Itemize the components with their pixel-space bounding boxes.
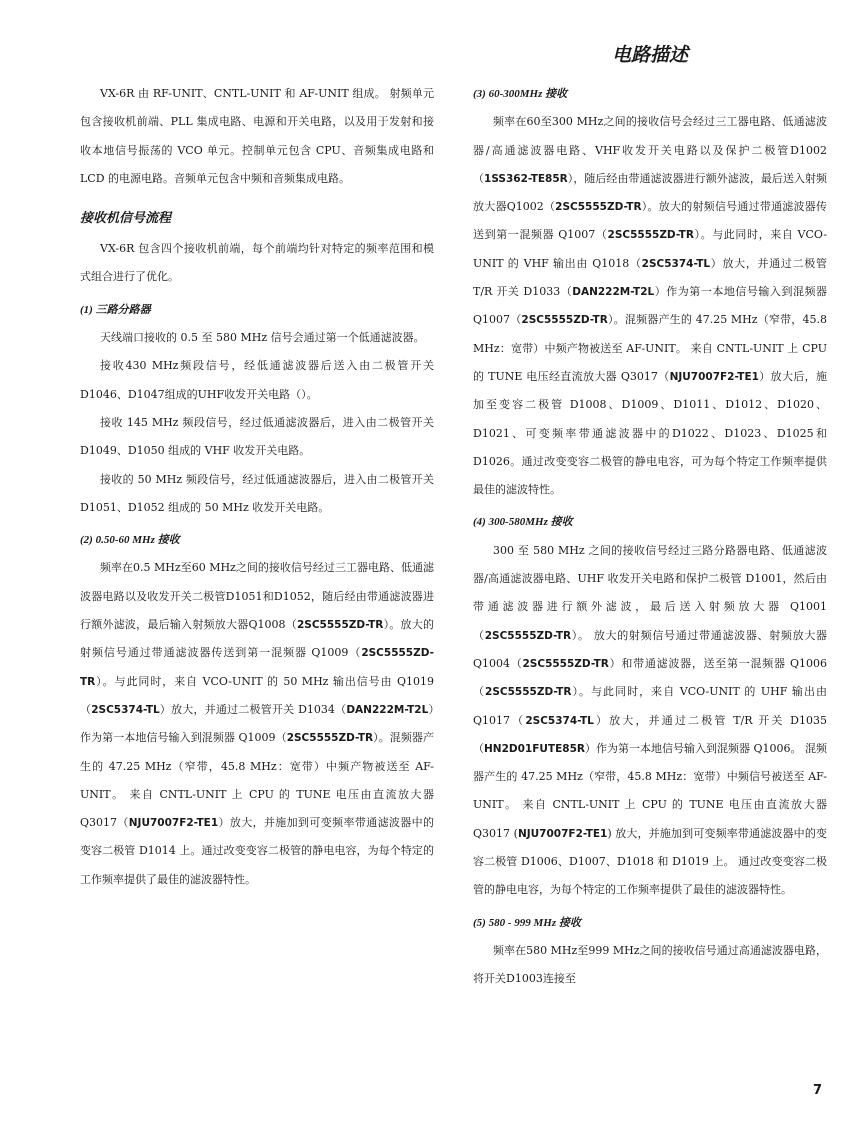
heading-paragraph: VX-6R 包含四个接收机前端，每个前端均针对特定的频率范围和模式组合进行了优化。 bbox=[80, 242, 434, 284]
s1-paragraph-1: 天线端口接收的 0.5 至 580 MHz 信号会通过第一个低通滤波器。 bbox=[100, 331, 425, 345]
text-run: ）。与此同时，来自 VCO-UNIT 的 UHF 输出由 Q1017（ bbox=[473, 685, 827, 727]
part-number: 2SC5555ZD-TR bbox=[286, 732, 374, 745]
section-heading: 接收机信号流程 bbox=[80, 211, 172, 227]
subsection-title-4: (4) 300-580MHz 接收 bbox=[473, 516, 573, 529]
text-run: 300 至 580 MHz 之间的接收信号经过三路分路器电路、低通滤波器/高通滤波器电路、UHF 收发开关电路和保护二极管 D1001，然后由带通滤波器进行额外滤波，最后送入射频放大器 Q1001（ bbox=[473, 543, 827, 642]
part-number: NJU7007F2-TE1 bbox=[517, 827, 608, 840]
text-run: ）放大，并通过二极管 T/R 开关 D1035（ bbox=[473, 713, 827, 755]
subsection-title-3: (3) 60-300MHz 接收 bbox=[473, 88, 568, 100]
text-run: ）。混频器产生的 47.25 MHz（窄带，45.8 MHz：宽带）中频产物被送至 AF-UNIT。 来自 CNTL-UNIT 上 CPU 的 TUNE 电压经直流放大器 Q3017（ bbox=[473, 313, 827, 383]
text-run: 频率在60至300 MHz之间的接收信号会经过三工器电路、低通滤波器/高通滤波器电路、VHF收发开关电路以及保护二极管D1002（ bbox=[473, 115, 827, 185]
s1-paragraph-3: 接收 145 MHz 频段信号，经过低通滤波器后，进入由二极管开关 D1049、D1050 组成的 VHF 收发开关电路。 bbox=[80, 415, 434, 458]
page-number: 7 bbox=[812, 1083, 822, 1098]
s4-paragraph bbox=[473, 537, 827, 905]
part-number: 2SC5555ZD-TR bbox=[80, 647, 434, 688]
text-run: ）。放大的射频信号通过带通滤波器传送到第一混频器 Q1009（ bbox=[80, 618, 435, 660]
text-run: ）。与此同时，来自 VCO-UNIT 的 50 MHz 输出信号由 Q1019（ bbox=[80, 674, 434, 716]
page-title: 电路描述 bbox=[611, 44, 688, 66]
part-number: 2SC5555ZD-TR bbox=[296, 619, 384, 632]
part-number: 2SC5555ZD-TR bbox=[485, 686, 572, 699]
s2-paragraph bbox=[80, 554, 434, 894]
part-number: 2SC5555ZD-TR bbox=[522, 657, 609, 670]
left-column bbox=[80, 80, 434, 894]
part-number: DAN222M-T2L bbox=[346, 703, 429, 716]
part-number: NJU7007F2-TE1 bbox=[669, 370, 759, 383]
part-number: 2SC5555ZD-TR bbox=[484, 629, 572, 642]
text-run: ) 放大，并施加到可变频率带通滤波器中的变容二极管 D1006、D1007、D1018 和 D1019 上。 通过改变变容二极管的静电电容，为每个特定的工作频率提供了最佳的滤波器特性。 bbox=[473, 826, 827, 897]
text-run: ）作为第一本地信号输入到混频器 Q1009（ bbox=[80, 702, 435, 745]
subsection-title-1: (1) 三路分路器 bbox=[80, 303, 151, 316]
text-run: ）放大，并施加到可变频率带通滤波器中的变容二极管 D1014 上。通过改变变容二极管的静电电容，为每个特定的工作频率提供了最佳的滤波器特性。 bbox=[80, 816, 435, 886]
s3-paragraph bbox=[473, 108, 827, 504]
part-number: 2SC5374-TL bbox=[525, 714, 594, 727]
intro-paragraph: VX-6R 由 RF-UNIT、CNTL-UNIT 和 AF-UNIT 组成。 射频单元包含接收机前端、PLL 集成电路、电源和开关电路，以及用于发射和接收本地信号振荡的 VCO 单元。控制单元包含 CPU、音频集成电路和 LCD 的电源电路。音频单元包含中频和音频集成电路。 bbox=[80, 87, 434, 185]
subsection-title-5: (5) 580 - 999 MHz 接收 bbox=[473, 916, 581, 929]
text-run: ）。放大的射频信号通过带通滤波器传送到第一混频器 Q1007（ bbox=[473, 200, 827, 242]
part-number: 2SC5374-TL bbox=[641, 257, 711, 270]
s5-paragraph: 频率在580 MHz至999 MHz之间的接收信号通过高通滤波器电路，将开关D1003连接至 bbox=[473, 943, 827, 986]
text-run: ）放大后，施加至变容二极管 D1008、D1009、D1011、D1012、D1020、D1021、可变频率带通滤波器中的D1022、D1023、D1025和D1026。通过改变变容二极管的静电电容，可为每个特定工作频率提供最佳的滤波特性。 bbox=[473, 369, 828, 497]
part-number: HN2D01FUTE85R bbox=[484, 742, 585, 755]
part-number: 2SC5374-TL bbox=[91, 703, 160, 716]
text-run: ）放大，并通过二极管 T/R 开关 D1033（ bbox=[473, 256, 827, 299]
part-number: 1SS362-TE85R bbox=[484, 172, 568, 185]
s1-paragraph-2: 接收430 MHz频段信号，经低通滤波器后送入由二极管开关D1046、D1047组成的UHF收发开关电路（）。 bbox=[80, 359, 434, 401]
text-run: ）作为第一本地信号输入到混频器 Q1007（ bbox=[473, 285, 828, 327]
part-number: 2SC5555ZD-TR bbox=[607, 229, 694, 242]
text-run: ）。 放大的射频信号通过带通滤波器、射频放大器 Q1004（ bbox=[473, 628, 828, 670]
part-number: NJU7007F2-TE1 bbox=[128, 817, 219, 830]
s1-paragraph-4: 接收的 50 MHz 频段信号，经过低通滤波器后，进入由二极管开关 D1051、D1052 组成的 50 MHz 收发开关电路。 bbox=[80, 472, 434, 514]
part-number: 2SC5555ZD-TR bbox=[555, 201, 642, 214]
text-run: ），随后经由带通滤波器进行额外滤波，最后送入射频放大器Q1002（ bbox=[473, 171, 827, 214]
text-run: 频率在0.5 MHz至60 MHz之间的接收信号经过三工器电路、低通滤波器电路以及收发开关二极管D1051和D1052，随后经由带通滤波器进行额外滤波，最后输入射频放大器Q1008（ bbox=[80, 561, 434, 632]
subsection-title-2: (2) 0.50-60 MHz 接收 bbox=[80, 534, 180, 547]
part-number: DAN222M-T2L bbox=[572, 286, 655, 299]
text-run: ）和带通滤波器，送至第一混频器 Q1006（ bbox=[473, 656, 827, 699]
part-number: 2SC5555ZD-TR bbox=[521, 314, 608, 327]
text-run: ）。与此同时，来自 VCO-UNIT 的 VHF 输出由 Q1018（ bbox=[473, 228, 827, 270]
text-run: ）放大，并通过二极管开关 D1034（ bbox=[159, 702, 347, 716]
right-column bbox=[473, 80, 827, 994]
text-run: ）作为第一本地信号输入到混频器 Q1006。 混频器产生的 47.25 MHz（窄带，45.8 MHz：宽带）中频信号被送至 AF-UNIT。 来自 CNTL-UNIT 上 CPU 的 TUNE 电压由直流放大器 Q3017 ( bbox=[473, 741, 828, 840]
text-run: ）。混频器产生的 47.25 MHz（窄带，45.8 MHz：宽带）中频产物被送至 AF-UNIT。 来自 CNTL-UNIT 上 CPU 的 TUNE 电压由直流放大器 Q3017（ bbox=[80, 731, 434, 830]
